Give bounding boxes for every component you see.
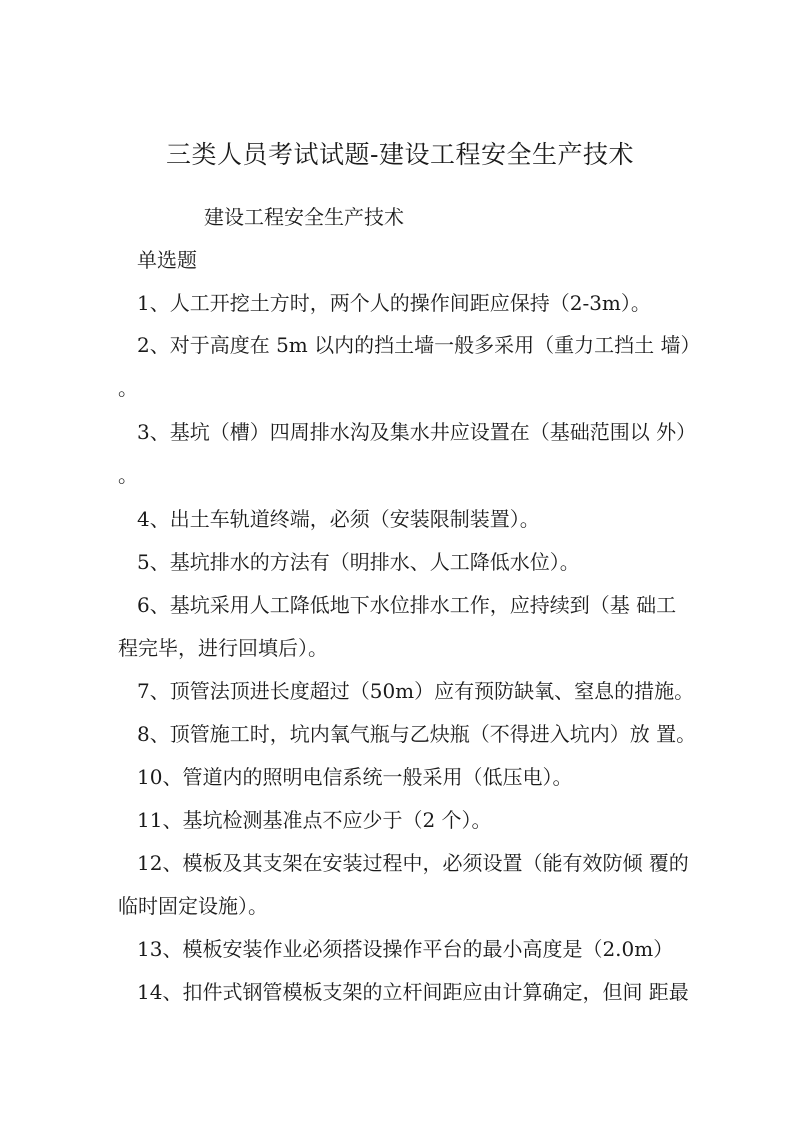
question-13: 13、模板安装作业必须搭设操作平台的最小高度是（2.0m）: [137, 937, 674, 961]
question-5: 5、基坑排水的方法有（明排水、人工降低水位）。: [137, 550, 580, 574]
question-2-continuation: 。: [118, 376, 138, 400]
question-2: 2、对于高度在 5m 以内的挡土墙一般多采用（重力工挡土 墙）: [137, 333, 701, 357]
section-label: 单选题: [137, 248, 197, 272]
question-11: 11、基坑检测基准点不应少于（2 个）。: [137, 808, 492, 832]
question-8: 8、顶管施工时，坑内氧气瓶与乙炔瓶（不得进入坑内）放 置。: [137, 722, 697, 746]
question-10: 10、管道内的照明电信系统一般采用（低压电）。: [137, 765, 573, 789]
question-14: 14、扣件式钢管模板支架的立杆间距应由计算确定，但间 距最: [137, 980, 689, 1004]
question-4: 4、出土车轨道终端，必须（安装限制装置）。: [137, 507, 540, 531]
question-6-continuation: 程完毕，进行回填后）。: [118, 636, 328, 660]
question-6: 6、基坑采用人工降低地下水位排水工作，应持续到（基 础工: [137, 593, 677, 617]
document-subtitle: 建设工程安全生产技术: [204, 205, 404, 229]
question-1: 1、人工开挖土方时，两个人的操作间距应保持（2-3m）。: [137, 291, 651, 315]
question-12: 12、模板及其支架在安装过程中，必须设置（能有效防倾 覆的: [137, 851, 689, 875]
question-3-continuation: 。: [118, 463, 138, 487]
question-3: 3、基坑（槽）四周排水沟及集水井应设置在（基础范围以 外）: [137, 420, 697, 444]
question-12-continuation: 临时固定设施）。: [118, 894, 268, 918]
document-title: 三类人员考试试题-建设工程安全生产技术: [166, 140, 634, 169]
question-7: 7、顶管法顶进长度超过（50m）应有预防缺氧、窒息的措施。: [137, 679, 695, 703]
